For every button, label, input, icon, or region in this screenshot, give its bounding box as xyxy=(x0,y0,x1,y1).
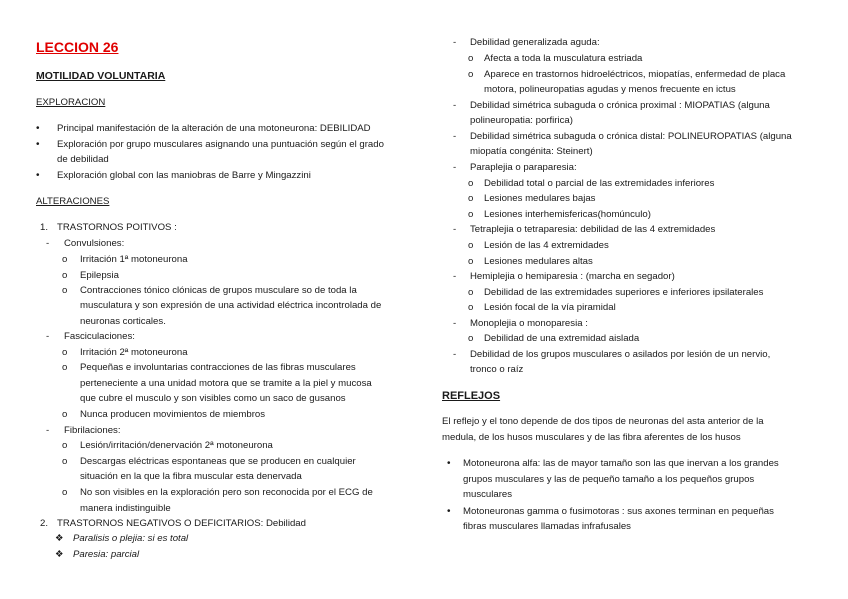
circle-icon: o xyxy=(62,285,68,296)
group-label: Monoplejia o monoparesia : xyxy=(470,318,588,329)
list-item: Afecta a toda la musculatura estriada xyxy=(484,53,643,64)
group-label: Fasciculaciones: xyxy=(64,331,135,342)
circle-icon: o xyxy=(468,69,474,80)
list-item: perteneciente a una unidad motora que se tramite a la piel y mucosa xyxy=(80,378,372,389)
circle-icon: o xyxy=(468,333,474,344)
circle-icon: o xyxy=(62,347,68,358)
subsection-title: TRASTORNOS POITIVOS : xyxy=(57,222,177,233)
list-item: que cubre el musculo y son visibles como un saco de gusanos xyxy=(80,393,346,404)
list-item: Pequeñas e involuntarias contracciones de las fibras musculares xyxy=(80,362,356,373)
circle-icon: o xyxy=(62,409,68,420)
list-item: Epilepsia xyxy=(80,270,119,281)
circle-icon: o xyxy=(468,193,474,204)
dash-icon: - xyxy=(46,238,50,249)
circle-icon: o xyxy=(62,456,68,467)
circle-icon: o xyxy=(468,53,474,64)
list-item: Motoneuronas gamma o fusimotoras : sus axones terminan en pequeñas xyxy=(463,506,774,517)
circle-icon: o xyxy=(468,178,474,189)
list-item: Lesión/irritación/denervación 2ª motoneurona xyxy=(80,440,273,451)
list-item: Contracciones tónico clónicas de grupos musculare so de toda la xyxy=(80,285,357,296)
group-label: tronco o raíz xyxy=(470,364,524,375)
list-item: Nunca producen movimientos de miembros xyxy=(80,409,266,420)
bullet-icon: • xyxy=(36,123,40,134)
alteraciones-heading: ALTERACIONES xyxy=(36,196,110,207)
group-label: miopatía congénita: Steinert) xyxy=(470,146,593,157)
exploracion-heading: EXPLORACION xyxy=(36,97,106,108)
list-item: Lesiones interhemisfericas(homúnculo) xyxy=(484,209,651,220)
circle-icon: o xyxy=(62,270,68,281)
circle-icon: o xyxy=(468,240,474,251)
subsection-title: TRASTORNOS NEGATIVOS O DEFICITARIOS: Debilidad xyxy=(57,518,306,529)
group-label: Fibrilaciones: xyxy=(64,425,121,436)
list-item: Paralisis o plejia: si es total xyxy=(73,533,189,544)
group-label: polineuropatia: porfirica) xyxy=(470,115,573,126)
dash-icon: - xyxy=(453,224,457,235)
group-label: Debilidad simétrica subaguda o crónica proximal : MIOPATIAS (alguna xyxy=(470,100,770,111)
list-item: Descargas eléctricas espontaneas que se producen en cualquier xyxy=(80,456,356,467)
dash-icon: - xyxy=(453,162,457,173)
list-item: Debilidad de una extremidad aislada xyxy=(484,333,640,344)
list-item: de debilidad xyxy=(57,154,109,165)
number-marker: 2. xyxy=(40,518,49,529)
group-label: Debilidad de los grupos musculares o asilados por lesión de un nervio, xyxy=(470,349,771,360)
circle-icon: o xyxy=(62,487,68,498)
list-item: Motoneurona alfa: las de mayor tamaño son las que inervan a los grandes xyxy=(463,458,779,469)
list-item: Irritación 2ª motoneurona xyxy=(80,347,188,358)
group-label: Debilidad simétrica subaguda o crónica distal: POLINEUROPATIAS (alguna xyxy=(470,131,792,142)
number-marker: 1. xyxy=(40,222,49,233)
diamond-icon: ❖ xyxy=(55,533,64,544)
circle-icon: o xyxy=(468,209,474,220)
list-item: Lesiones medulares bajas xyxy=(484,193,596,204)
circle-icon: o xyxy=(62,254,68,265)
list-item: Principal manifestación de la alteración de una motoneurona: DEBILIDAD xyxy=(57,123,371,134)
reflejos-heading: REFLEJOS xyxy=(442,390,501,402)
list-item: neuronas corticales. xyxy=(80,316,166,327)
dash-icon: - xyxy=(453,37,457,48)
list-item: Lesión de las 4 extremidades xyxy=(484,240,609,251)
circle-icon: o xyxy=(62,362,68,373)
list-item: motora, polineuropatias agudas y menos frecuente en ictus xyxy=(484,84,736,95)
dash-icon: - xyxy=(453,271,457,282)
group-label: Debilidad generalizada aguda: xyxy=(470,37,600,48)
group-label: Paraplejia o paraparesia: xyxy=(470,162,577,173)
dash-icon: - xyxy=(46,331,50,342)
bullet-icon: • xyxy=(36,139,40,150)
group-label: Tetraplejia o tetraparesia: debilidad de las 4 extremidades xyxy=(470,224,716,235)
paragraph-line: El reflejo y el tono depende de dos tipos de neuronas del asta anterior de la xyxy=(442,416,764,427)
list-item: musculares xyxy=(463,489,513,500)
list-item: Irritación 1ª motoneurona xyxy=(80,254,188,265)
list-item: Lesiones medulares altas xyxy=(484,256,593,267)
paragraph-line: medula, de los husos musculares y de las fibra aferentes de los husos xyxy=(442,432,741,443)
list-item: fibras musculares llamadas infrafusales xyxy=(463,521,631,532)
list-item: No son visibles en la exploración pero son reconocida por el ECG de xyxy=(80,487,373,498)
circle-icon: o xyxy=(468,302,474,313)
list-item: Aparece en trastornos hidroeléctricos, miopatías, enfermedad de placa xyxy=(484,69,786,80)
list-item: musculatura y son expresión de una actividad eléctrica incontrolada de xyxy=(80,300,382,311)
dash-icon: - xyxy=(453,131,457,142)
list-item: situación en la que la fibra muscular esta denervada xyxy=(80,471,302,482)
list-item: Exploración por grupo musculares asignando una puntuación según el grado xyxy=(57,139,384,150)
section-heading: MOTILIDAD VOLUNTARIA xyxy=(36,70,166,82)
bullet-icon: • xyxy=(447,458,451,469)
lesson-title: LECCION 26 xyxy=(36,39,119,55)
dash-icon: - xyxy=(453,318,457,329)
circle-icon: o xyxy=(468,256,474,267)
list-item: Debilidad total o parcial de las extremidades inferiores xyxy=(484,178,715,189)
dash-icon: - xyxy=(453,100,457,111)
list-item: Lesión focal de la vía piramidal xyxy=(484,302,616,313)
dash-icon: - xyxy=(46,425,50,436)
circle-icon: o xyxy=(468,287,474,298)
dash-icon: - xyxy=(453,349,457,360)
list-item: Debilidad de las extremidades superiores e inferiores ipsilaterales xyxy=(484,287,764,298)
circle-icon: o xyxy=(62,440,68,451)
list-item: Exploración global con las maniobras de Barre y Mingazzini xyxy=(57,170,311,181)
list-item: manera indistinguible xyxy=(80,503,171,514)
list-item: grupos musculares y las de pequeño tamaño a los pequeños grupos xyxy=(463,474,755,485)
group-label: Hemiplejia o hemiparesia : (marcha en segador) xyxy=(470,271,675,282)
group-label: Convulsiones: xyxy=(64,238,125,249)
bullet-icon: • xyxy=(36,170,40,181)
list-item: Paresia: parcial xyxy=(73,549,140,560)
diamond-icon: ❖ xyxy=(55,549,64,560)
bullet-icon: • xyxy=(447,506,451,517)
